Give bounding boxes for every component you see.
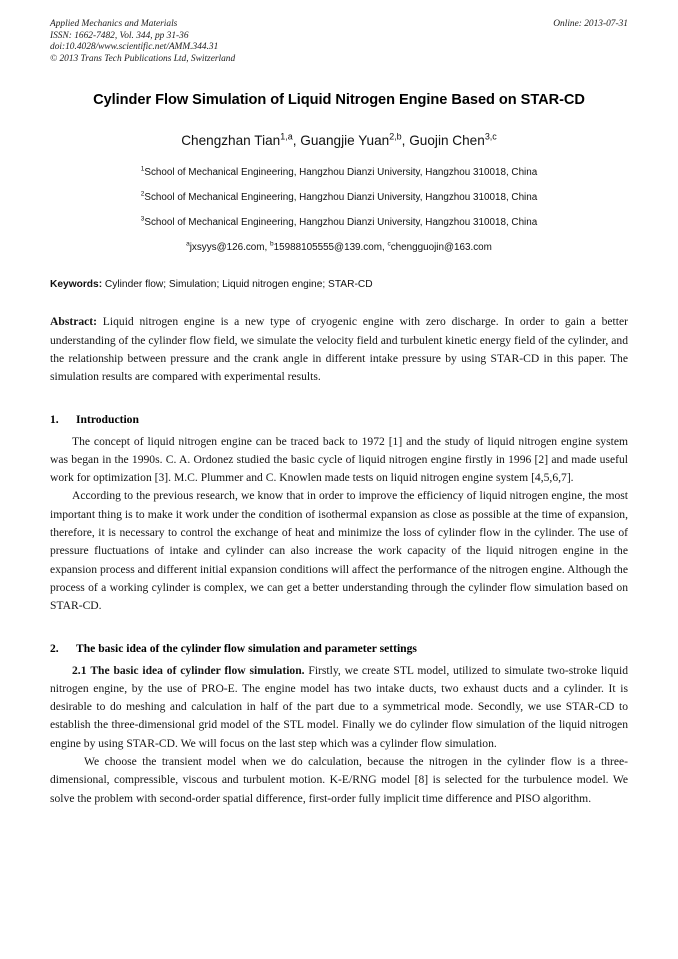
affiliation-marker: 3 [140, 216, 145, 224]
subsection-text: Firstly, we create STL model, utilized to simulate two-stroke liquid nitrogen engine, by the use of PRO-E. The engine model has two intake ducts, two exhaust ducts and a cylinder. It is desirable to do meshing and calculation in half of the part due to a symmetrical mode. Secondly, we use STAR-CD to establish the three-dimensional grid model of the STL model. Finally we do cylinder flow simulation of the liquid nitrogen engine by using STAR-CD. We will focus on the last step which was a cylinder flow simulation. [50, 663, 628, 750]
section-1-paragraph-2 [50, 487, 628, 615]
email-address[interactable]: chengguojin@163.com [390, 242, 492, 254]
author-affiliation-marker: 3,c [484, 131, 497, 142]
subsection-number: 2.1 [72, 663, 87, 677]
keywords-text: Cylinder flow; Simulation; Liquid nitrogen engine; STAR-CD [102, 279, 373, 291]
journal-online-date: Online: 2013-07-31 [553, 19, 628, 29]
section-heading-1 [50, 411, 628, 428]
email-separator: , [381, 242, 388, 254]
section-heading-2 [50, 640, 628, 657]
author-list [50, 132, 628, 150]
section-2-paragraph-1 [50, 753, 628, 808]
keywords-label: Keywords: [50, 279, 103, 291]
page-title: Cylinder Flow Simulation of Liquid Nitrogen Engine Based on STAR-CD [93, 92, 585, 109]
section-number: 1. [50, 412, 59, 426]
paragraph-text: The concept of liquid nitrogen engine can be traced back to 1972 [1] and the study of liquid nitrogen engine system was began in the 1990s. C. A. Ordonez studied the basic cycle of liquid nitrogen engine firstly in 1996 [2] and made useful work for optimization [3]. M.C. Plummer and C. Knowlen made tests on liquid nitrogen engine system [4,5,6,7]. [50, 434, 628, 485]
author-entry [300, 133, 409, 148]
email-address[interactable]: jxsyys@126.com [189, 242, 265, 254]
section-title: The basic idea of the cylinder flow simulation and parameter settings [76, 641, 417, 655]
email-marker: c [387, 241, 391, 249]
author-entry [409, 133, 497, 148]
affiliation-marker: 1 [140, 166, 145, 174]
paragraph-text: According to the previous research, we know that in order to improve the efficiency of liquid nitrogen engine, the most important thing is to make it work under the condition of isothermal expansion as close as possible at the time of expansion, therefore, it is necessary to control the exchange of heat and minimize the loss of cylinder flow in the cylinder. The use of pressure fluctuations of intake and cylinder can also increase the work capacity of the liquid nitrogen engine in the expansion process and different initial expansion conditions will affect the performance of the nitrogen engine. Although the process of a working cylinder is complex, we can get a better understanding through the cylinder flow simulation based on STAR-CD. [50, 489, 628, 613]
author-name: Guangjie Yuan [300, 133, 390, 149]
affiliation-marker: 2 [140, 191, 145, 199]
email-address[interactable]: 15988105555@139.com [273, 242, 382, 254]
author-affiliation-marker: 1,a [280, 131, 293, 142]
page-content [50, 0, 628, 808]
abstract-text: Liquid nitrogen engine is a new type of cryogenic engine with zero discharge. In order to gain a better understanding of the cylinder flow field, we simulate the velocity field and turbulent kinetic energy field of the cylinder, and the relationship between pressure and the crank angle in different intake pressure by using STAR-CD in this paper. The simulation results are compared with experimental results. [50, 315, 628, 384]
abstract-block [50, 313, 628, 386]
keywords-block [50, 278, 628, 292]
abstract-label: Abstract: [50, 315, 98, 329]
email-marker: b [270, 241, 274, 249]
affiliation-text: School of Mechanical Engineering, Hangzhou Dianzi University, Hangzhou 310018, China [144, 192, 538, 204]
affiliation-item [50, 192, 628, 204]
journal-issn-line: ISSN: 1662-7482, Vol. 344, pp 31-36 [50, 30, 189, 41]
journal-name: Applied Mechanics and Materials [50, 19, 178, 29]
subsection-title: The basic idea of cylinder flow simulation. [90, 663, 305, 677]
subsection-2-1-paragraph [50, 662, 628, 753]
author-name: Guojin Chen [409, 133, 485, 149]
affiliation-item [50, 167, 628, 179]
affiliation-text: School of Mechanical Engineering, Hangzhou Dianzi University, Hangzhou 310018, China [144, 217, 538, 229]
journal-doi-line: doi:10.4028/www.scientific.net/AMM.344.31 [50, 42, 219, 53]
author-separator: , [292, 133, 301, 149]
affiliation-text: School of Mechanical Engineering, Hangzhou Dianzi University, Hangzhou 310018, China [144, 167, 538, 179]
paragraph-text: We choose the transient model when we do calculation, because the nitrogen in the cylinder flow is a three-dimensional, compressible, viscous and turbulent motion. K-E/RNG model [8] is selected for the turbulence model. We solve the problem with second-order spatial difference, first-order fully implicit time difference and PISO algorithm. [50, 755, 628, 805]
section-title: Introduction [76, 412, 139, 426]
section-1-paragraph-1 [50, 433, 628, 488]
author-name: Chengzhan Tian [181, 133, 281, 149]
author-affiliation-marker: 2,b [389, 131, 402, 142]
journal-header [50, 0, 628, 65]
section-number: 2. [50, 641, 59, 655]
affiliation-block [50, 167, 628, 254]
author-entry [181, 133, 300, 148]
author-separator: , [401, 133, 410, 149]
email-marker: a [186, 241, 190, 249]
journal-copyright-line: © 2013 Trans Tech Publications Ltd, Switzerland [50, 53, 236, 64]
affiliation-item [50, 217, 628, 229]
author-email-list [50, 242, 628, 254]
email-separator: , [264, 242, 271, 254]
